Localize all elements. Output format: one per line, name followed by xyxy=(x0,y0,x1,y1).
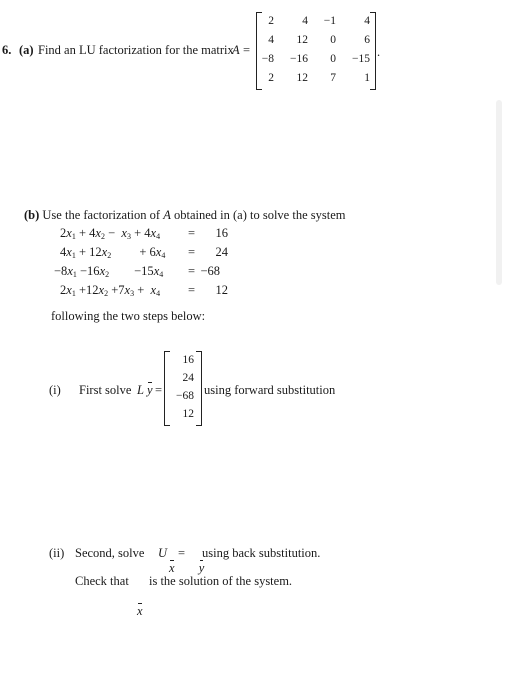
part-a-text: Find an LU factorization for the matrix xyxy=(38,43,234,57)
step-ii-U: U xyxy=(158,546,168,560)
step-ii-y-vector: y xyxy=(198,561,205,575)
matrix-A-cell: 7 xyxy=(330,72,336,84)
matrix-A xyxy=(256,12,376,90)
matrix-A-cell: 0 xyxy=(330,34,336,46)
equation-rhs: 12 xyxy=(215,283,228,297)
step-ii-after: using back substitution. xyxy=(202,546,321,560)
equation-lhs: $-8x_1 -16x_2$ $-15x_4$ xyxy=(54,264,164,279)
step-i-after: using forward substitution xyxy=(204,383,336,397)
equation-lhs: $2x_1 + 4x_2 - x_3 + 4x_4$ xyxy=(60,226,161,241)
equation-equals: = xyxy=(188,245,196,259)
step-ii-equals: = xyxy=(178,546,186,560)
rhs-vector-cell: 12 xyxy=(182,408,194,420)
system-equation-row xyxy=(60,226,228,241)
matrix-A-cell: 6 xyxy=(364,34,370,46)
step-i-L: L xyxy=(137,383,144,397)
matrix-A-cell: 12 xyxy=(296,72,308,84)
matrix-A-cell: 12 xyxy=(296,34,308,46)
equation-equals: = xyxy=(188,283,196,297)
matrix-A-cell: 2 xyxy=(268,15,274,27)
question-number: 6. xyxy=(2,43,12,57)
equation-lhs: $2x_1 +12x_2 +7x_3 + x_4$ xyxy=(60,283,161,298)
matrix-name: A xyxy=(232,43,240,57)
matrix-A-cell: 4 xyxy=(364,15,370,27)
left-bracket xyxy=(164,351,170,426)
system-equation-row xyxy=(60,245,228,260)
equation-rhs: −68 xyxy=(200,264,220,278)
step-i-text: First solve xyxy=(79,383,132,397)
part-b-text-A: A xyxy=(163,208,171,222)
matrix-A-cell: −16 xyxy=(290,53,308,65)
rhs-vector xyxy=(164,351,202,426)
matrix-A-cell: −1 xyxy=(323,15,336,27)
system-equation-row xyxy=(54,264,220,279)
step-ii-text: Second, solve xyxy=(75,546,145,560)
right-bracket xyxy=(370,12,376,90)
step-i-label: (i) xyxy=(49,383,61,397)
following-text: following the two steps below: xyxy=(51,309,206,323)
scrollbar[interactable] xyxy=(496,100,502,285)
equation-lhs: $4x_1 + 12x_2$ + $6x_4$ xyxy=(60,245,166,260)
rhs-vector-cell: 24 xyxy=(182,372,194,384)
left-bracket xyxy=(256,12,262,90)
matrix-A-cell: −15 xyxy=(352,53,370,65)
check-text-1: Check that xyxy=(75,574,129,588)
check-text-2: is the solution of the system. xyxy=(149,574,293,588)
check-x-vector: x xyxy=(137,604,143,618)
matrix-A-cell: 1 xyxy=(364,72,370,84)
matrix-A-cell: 4 xyxy=(302,15,308,27)
period: . xyxy=(377,45,381,59)
part-b-text-2: obtained in (a) to solve the system xyxy=(173,208,346,222)
matrix-A-cell: −8 xyxy=(261,53,274,65)
rhs-vector-cell: −68 xyxy=(176,390,194,402)
system-equation-row xyxy=(60,283,228,298)
matrix-A-cell: 4 xyxy=(268,34,274,46)
equation-rhs: 24 xyxy=(215,245,228,259)
equation-equals: = xyxy=(188,226,196,240)
equation-rhs: 16 xyxy=(215,226,228,240)
right-bracket xyxy=(196,351,202,426)
step-ii-label: (ii) xyxy=(49,546,65,560)
part-a-label: (a) xyxy=(19,43,34,57)
matrix-A-cell: 2 xyxy=(268,72,274,84)
equation-equals: = xyxy=(188,264,196,278)
part-b-text-1: Use the factorization of xyxy=(42,208,161,222)
step-i-equals: = xyxy=(155,383,163,397)
part-b-heading xyxy=(24,208,345,223)
step-i-y-vector: y xyxy=(147,383,153,397)
step-ii-x-vector: x xyxy=(169,561,175,575)
part-b-label: (b) xyxy=(24,208,40,222)
equals-sign: = xyxy=(243,43,251,57)
matrix-A-cell: 0 xyxy=(330,53,336,65)
rhs-vector-cell: 16 xyxy=(182,354,194,366)
